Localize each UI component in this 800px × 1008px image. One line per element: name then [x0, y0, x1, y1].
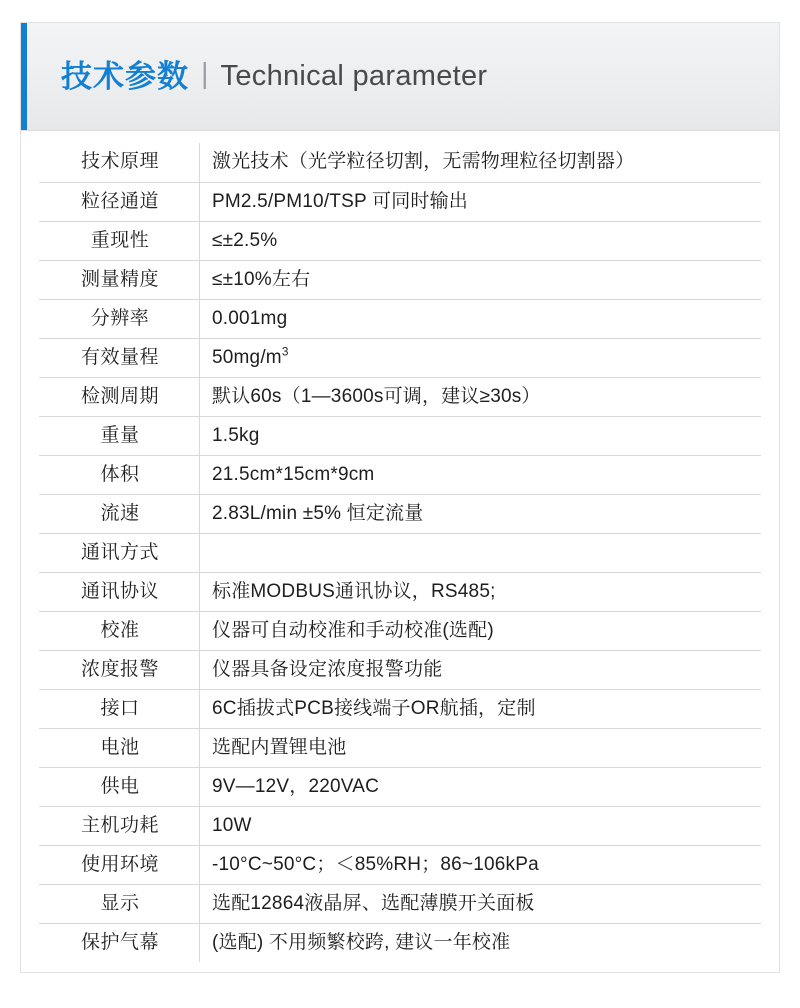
spec-card [20, 22, 780, 973]
table-row [39, 572, 761, 611]
spec-label: 供电 [39, 767, 200, 806]
table-row [39, 884, 761, 923]
spec-label: 主机功耗 [39, 806, 200, 845]
spec-value: -10°C~50°C；＜85%RH；86~106kPa [200, 845, 762, 884]
table-row [39, 767, 761, 806]
table-row [39, 611, 761, 650]
table-row [39, 338, 761, 377]
spec-value: 21.5cm*15cm*9cm [200, 455, 762, 494]
page-title-en: Technical parameter [220, 60, 488, 92]
table-row [39, 143, 761, 182]
table-row [39, 221, 761, 260]
spec-value: 仪器具备设定浓度报警功能 [200, 650, 762, 689]
spec-label: 校准 [39, 611, 200, 650]
spec-label: 保护气幕 [39, 923, 200, 962]
table-row [39, 806, 761, 845]
spec-value: 默认60s（1—3600s可调，建议≥30s） [200, 377, 762, 416]
spec-value: 仪器可自动校准和手动校准(选配) [200, 611, 762, 650]
table-row [39, 845, 761, 884]
spec-value: 选配12864液晶屏、选配薄膜开关面板 [200, 884, 762, 923]
spec-value: 激光技术（光学粒径切割，无需物理粒径切割器） [200, 143, 762, 182]
accent-bar [21, 23, 27, 130]
table-row [39, 416, 761, 455]
spec-value: ≤±2.5% [200, 221, 762, 260]
spec-value: ≤±10%左右 [200, 260, 762, 299]
spec-label: 流速 [39, 494, 200, 533]
spec-label: 通讯协议 [39, 572, 200, 611]
spec-label: 粒径通道 [39, 182, 200, 221]
spec-label: 有效量程 [39, 338, 200, 377]
spec-value: PM2.5/PM10/TSP 可同时输出 [200, 182, 762, 221]
spec-label: 电池 [39, 728, 200, 767]
spec-label: 体积 [39, 455, 200, 494]
spec-label: 测量精度 [39, 260, 200, 299]
table-row [39, 533, 761, 572]
table-row [39, 260, 761, 299]
table-row [39, 494, 761, 533]
table-row [39, 455, 761, 494]
card-header [21, 23, 779, 131]
table-row [39, 650, 761, 689]
spec-label: 检测周期 [39, 377, 200, 416]
spec-value: 9V—12V，220VAC [200, 767, 762, 806]
spec-table-body [39, 143, 761, 962]
spec-value: 2.83L/min ±5% 恒定流量 [200, 494, 762, 533]
spec-value [200, 533, 762, 572]
spec-label: 使用环境 [39, 845, 200, 884]
page-title-cn: 技术参数 [61, 59, 189, 94]
spec-label: 浓度报警 [39, 650, 200, 689]
spec-value: 1.5kg [200, 416, 762, 455]
spec-label: 显示 [39, 884, 200, 923]
spec-label: 重量 [39, 416, 200, 455]
spec-value: $50mg/m^3$ [200, 338, 762, 377]
spec-table [39, 143, 761, 962]
spec-table-wrapper [21, 131, 779, 972]
spec-value: 6C插拔式PCB接线端子OR航插，定制 [200, 689, 762, 728]
table-row [39, 728, 761, 767]
spec-value: 选配内置锂电池 [200, 728, 762, 767]
spec-value: 10W [200, 806, 762, 845]
table-row [39, 182, 761, 221]
spec-label: 分辨率 [39, 299, 200, 338]
spec-value: 0.001mg [200, 299, 762, 338]
spec-label: 技术原理 [39, 143, 200, 182]
spec-value: 标准MODBUS通讯协议，RS485; [200, 572, 762, 611]
title-separator: | [201, 58, 209, 90]
spec-label: 重现性 [39, 221, 200, 260]
spec-label: 通讯方式 [39, 533, 200, 572]
spec-label: 接口 [39, 689, 200, 728]
spec-value: (选配) 不用频繁校跨, 建议一年校准 [200, 923, 762, 962]
table-row [39, 923, 761, 962]
table-row [39, 689, 761, 728]
table-row [39, 377, 761, 416]
table-row [39, 299, 761, 338]
